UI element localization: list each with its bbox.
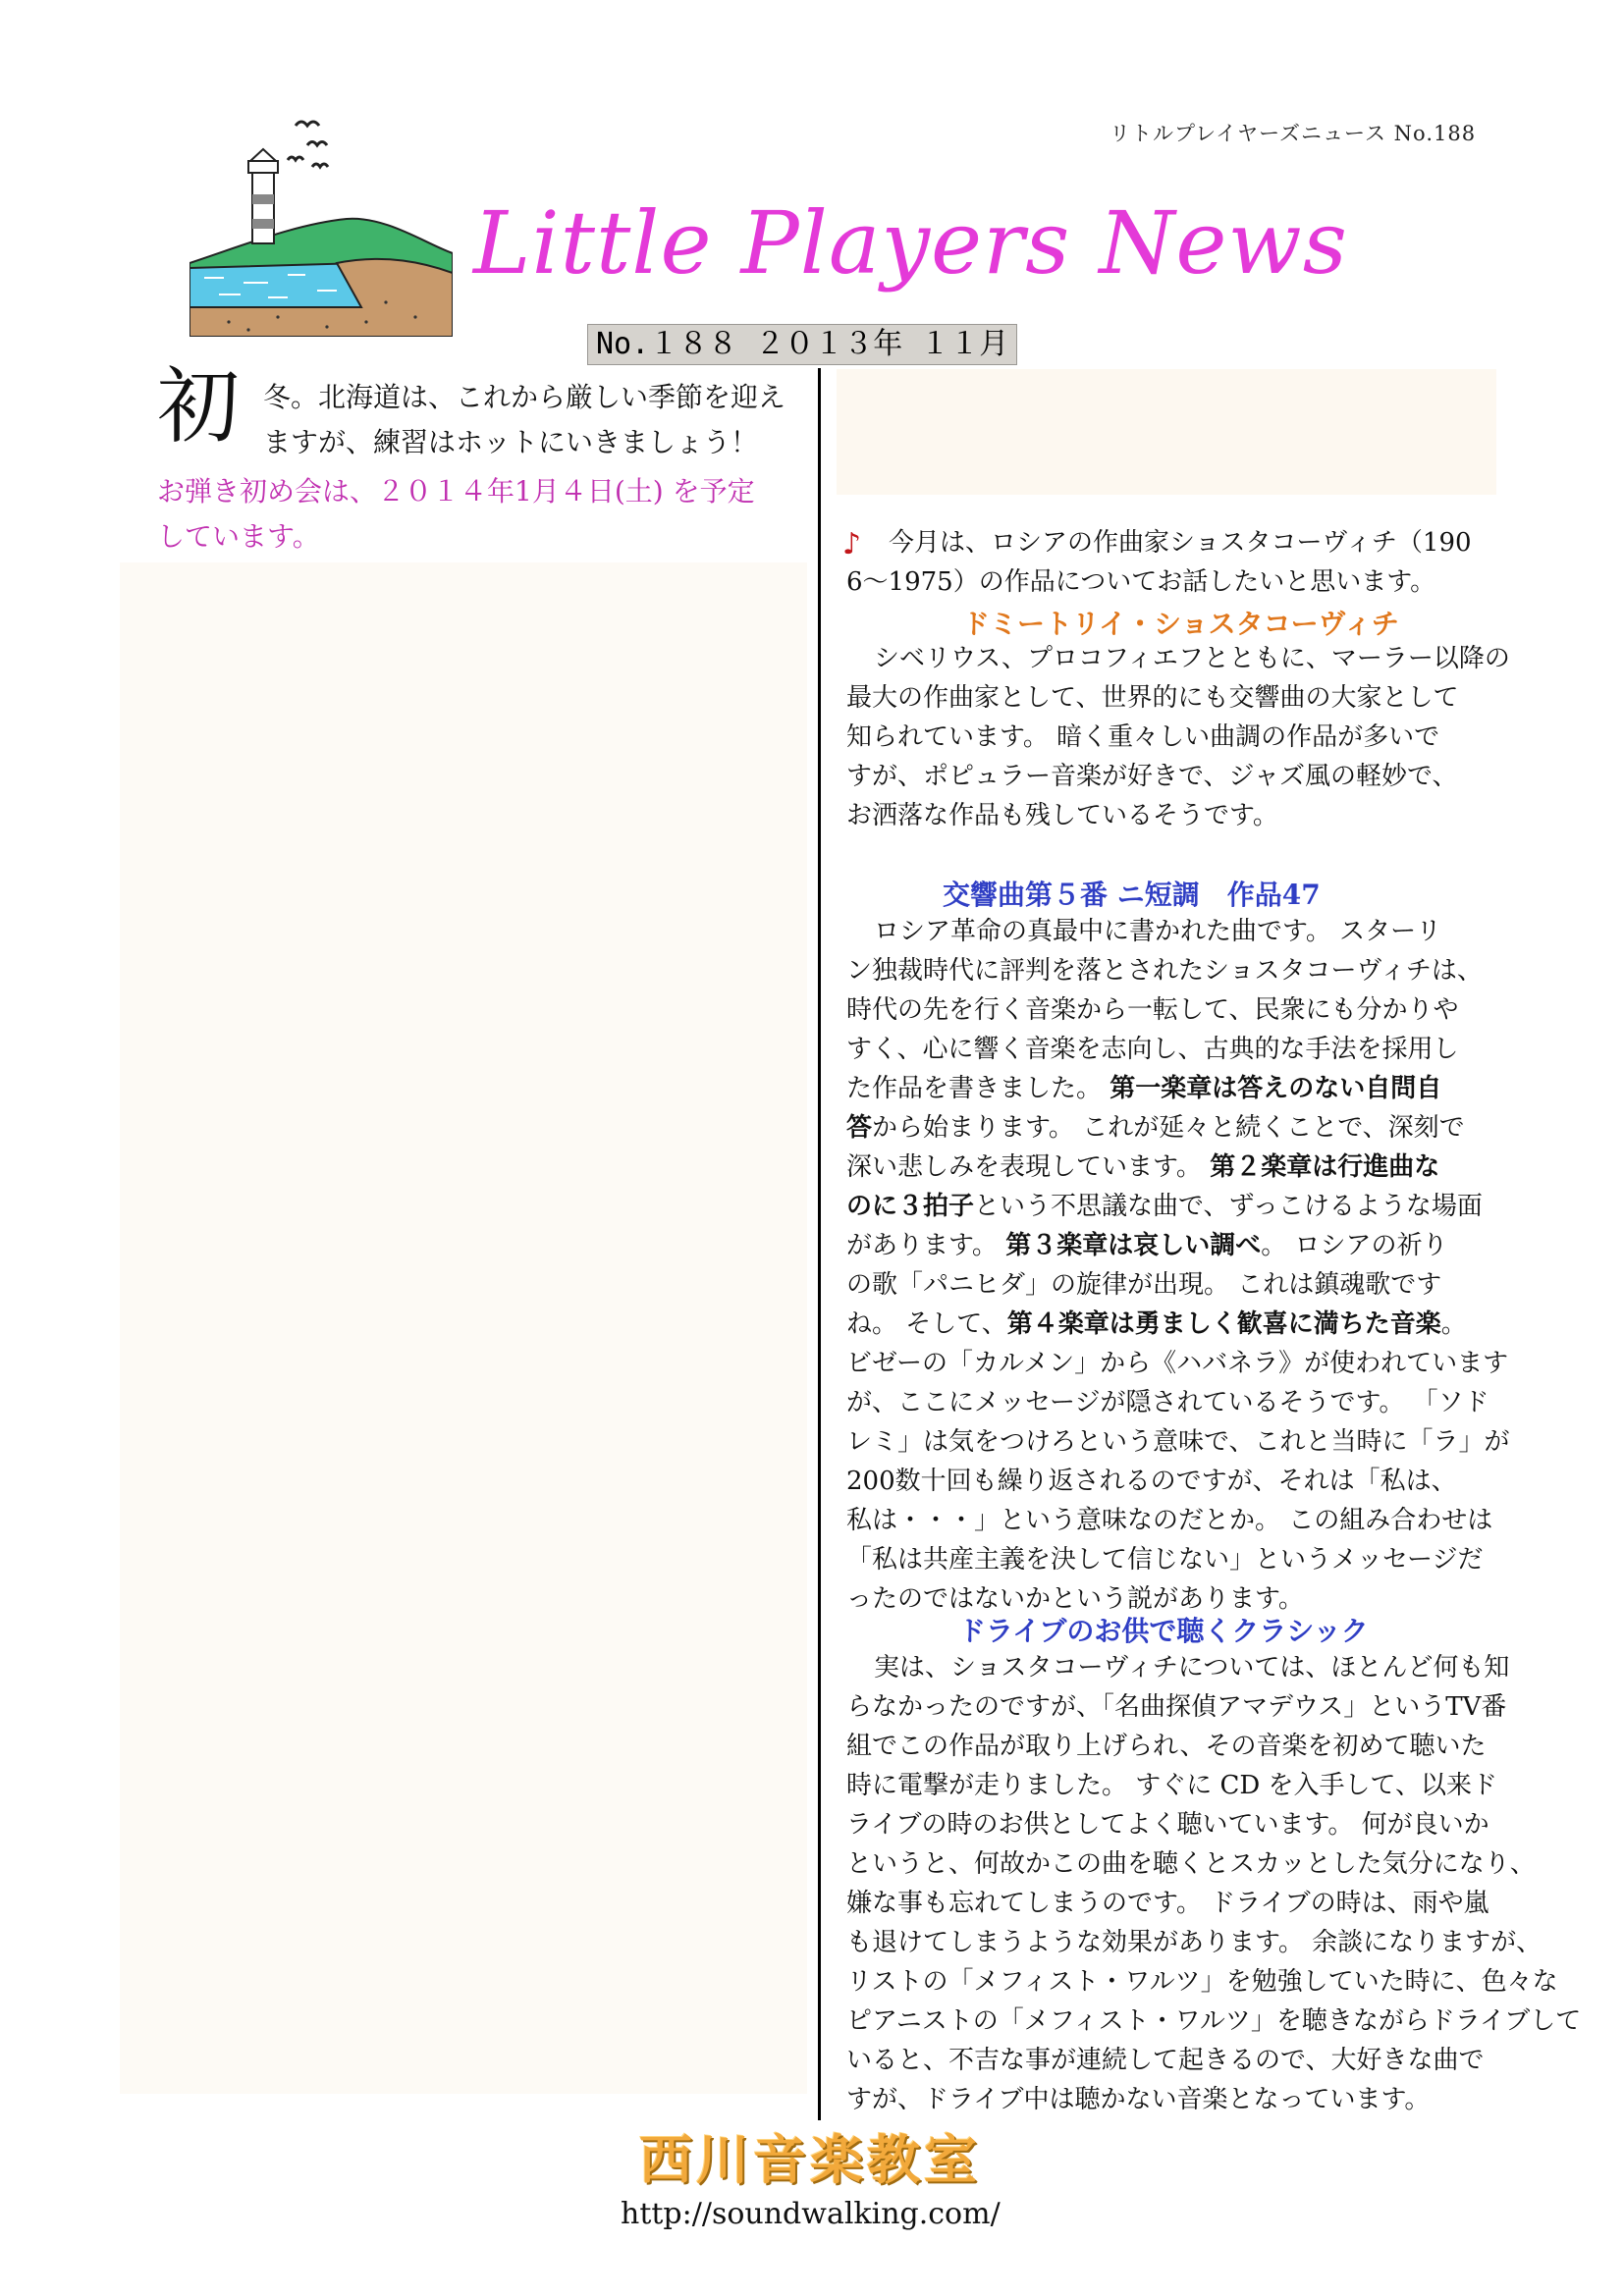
paragraph-line: お洒落な作品も残しているそうです。 — [846, 801, 1278, 830]
paragraph-line: 実は、ショスタコーヴィチについては、ほとんど何も知 — [874, 1653, 1510, 1682]
paragraph-line: レミ」は気をつけろという意味で、これと当時に「ラ」が — [846, 1427, 1510, 1457]
lighthouse-logo — [189, 106, 453, 337]
paragraph-line: ピアニストの「メフィスト・ワルツ」を聴きながらドライブして — [846, 2006, 1582, 2036]
paragraph-line: ライブの時のお供としてよく聴いています。 何が良いか — [846, 1810, 1489, 1840]
left-event-line: お弾き初め会は、２０１４年1月４日(土) を予定 — [157, 475, 755, 507]
paragraph-line: 時に電撃が走りました。 すぐに CD を入手して、以来ド — [846, 1771, 1498, 1800]
paragraph-line: 最大の作曲家として、世界的にも交響曲の大家として — [846, 683, 1459, 713]
paragraph-line: のに３拍子という不思議な曲で、ずっこけるような場面 — [846, 1192, 1483, 1221]
paragraph-line: があります。 第３楽章は哀しい調べ。 ロシアの祈り — [846, 1231, 1448, 1260]
music-note-icon: ♪ — [842, 527, 862, 561]
section-heading: ドライブのお供で聴くクラシック — [958, 1615, 1369, 1647]
paragraph-line: も退けてしまうような効果があります。 余談になりますが、 — [846, 1928, 1543, 1957]
paragraph-line: 時代の先を行く音楽から一転して、民衆にも分かりや — [846, 995, 1459, 1025]
paragraph-line: 答から始まります。 これが延々と続くことで、深刻で — [846, 1113, 1465, 1143]
paragraph-line: 組でこの作品が取り上げられ、その音楽を初めて聴いた — [846, 1732, 1487, 1761]
paragraph-line: というと、何故かこの曲を聴くとスカッとした気分になり、 — [846, 1849, 1536, 1879]
paragraph-line: 深い悲しみを表現しています。 第２楽章は行進曲な — [846, 1152, 1440, 1182]
paragraph-line: リストの「メフィスト・ワルツ」を勉強していた時に、色々な — [846, 1967, 1558, 1997]
paragraph-line: ビゼーの「カルメン」から《ハバネラ》が使われています — [846, 1349, 1509, 1378]
left-text-line: 冬。北海道は、これから厳しい季節を迎え — [263, 381, 786, 413]
paragraph-line: シベリウス、プロコフィエフとともに、マーラー以降の — [874, 644, 1510, 673]
intro-line: 今月は、ロシアの作曲家ショスタコーヴィチ（190 — [889, 528, 1472, 558]
left-column-background — [120, 562, 807, 2094]
website-link[interactable]: http://soundwalking.com/ — [621, 2197, 1001, 2231]
paragraph-line: 嫌な事も忘れてしまうのです。 ドライブの時は、雨や嵐 — [846, 1889, 1489, 1918]
section-heading: ドミートリイ・ショスタコーヴィチ — [962, 608, 1399, 640]
paragraph-line: 「私は共産主義を決して信じない」というメッセージだ — [846, 1545, 1484, 1575]
paragraph-line: いると、不吉な事が連続して起きるので、大好きな曲で — [846, 2046, 1485, 2075]
newsletter-title: Little Players News — [473, 192, 1348, 294]
paragraph-line: すが、ドライブ中は聴かない音楽となっています。 — [846, 2085, 1431, 2114]
column-divider — [818, 368, 821, 2120]
paragraph-line: が、ここにメッセージが隠されているそうです。 「ソド — [846, 1388, 1489, 1417]
issue-banner: No.１８８ ２０１３年 １１月 — [587, 324, 1017, 365]
drop-cap: 初 — [157, 358, 241, 454]
paragraph-line: 200数十回も繰り返されるのですが、それは「私は、 — [846, 1467, 1457, 1496]
paragraph-line: すく、心に響く音楽を志向し、古典的な手法を採用し — [846, 1035, 1459, 1064]
left-text-line: ますが、練習はホットにいきましょう！ — [263, 426, 759, 458]
paragraph-line: 知られています。 暗く重々しい曲調の作品が多いで — [846, 722, 1440, 752]
paragraph-line: すが、ポピュラー音楽が好きで、ジャズ風の軽妙で、 — [846, 762, 1458, 791]
paragraph-line: らなかったのですが、「名曲探偵アマデウス」というTV番 — [846, 1692, 1507, 1722]
paragraph-line: ロシア革命の真最中に書かれた曲です。 スターリ — [874, 917, 1442, 946]
paragraph-line: 私は・・・」という意味なのだとか。 この組み合わせは — [846, 1506, 1493, 1535]
right-column-blank-box — [837, 369, 1496, 495]
school-name-logo: 西川音楽教室 — [639, 2129, 981, 2191]
paragraph-line: ン独裁時代に評判を落とされたショスタコーヴィチは、 — [846, 956, 1483, 986]
paragraph-line: ね。 そして、第４楽章は勇ましく歓喜に満ちた音楽。 — [846, 1309, 1467, 1339]
paragraph-line: ったのではないかという説があります。 — [846, 1584, 1304, 1614]
issue-reference: リトルプレイヤーズニュース No.188 — [1110, 122, 1477, 145]
left-event-line: しています。 — [157, 520, 320, 553]
intro-line: 6～1975）の作品についてお話したいと思います。 — [846, 567, 1436, 597]
section-heading: 交響曲第５番 ニ短調 作品47 — [943, 879, 1321, 911]
paragraph-line: の歌「パニヒダ」の旋律が出現。 これは鎮魂歌です — [846, 1270, 1442, 1300]
paragraph-line: た作品を書きました。 第一楽章は答えのない自問自 — [846, 1074, 1442, 1103]
